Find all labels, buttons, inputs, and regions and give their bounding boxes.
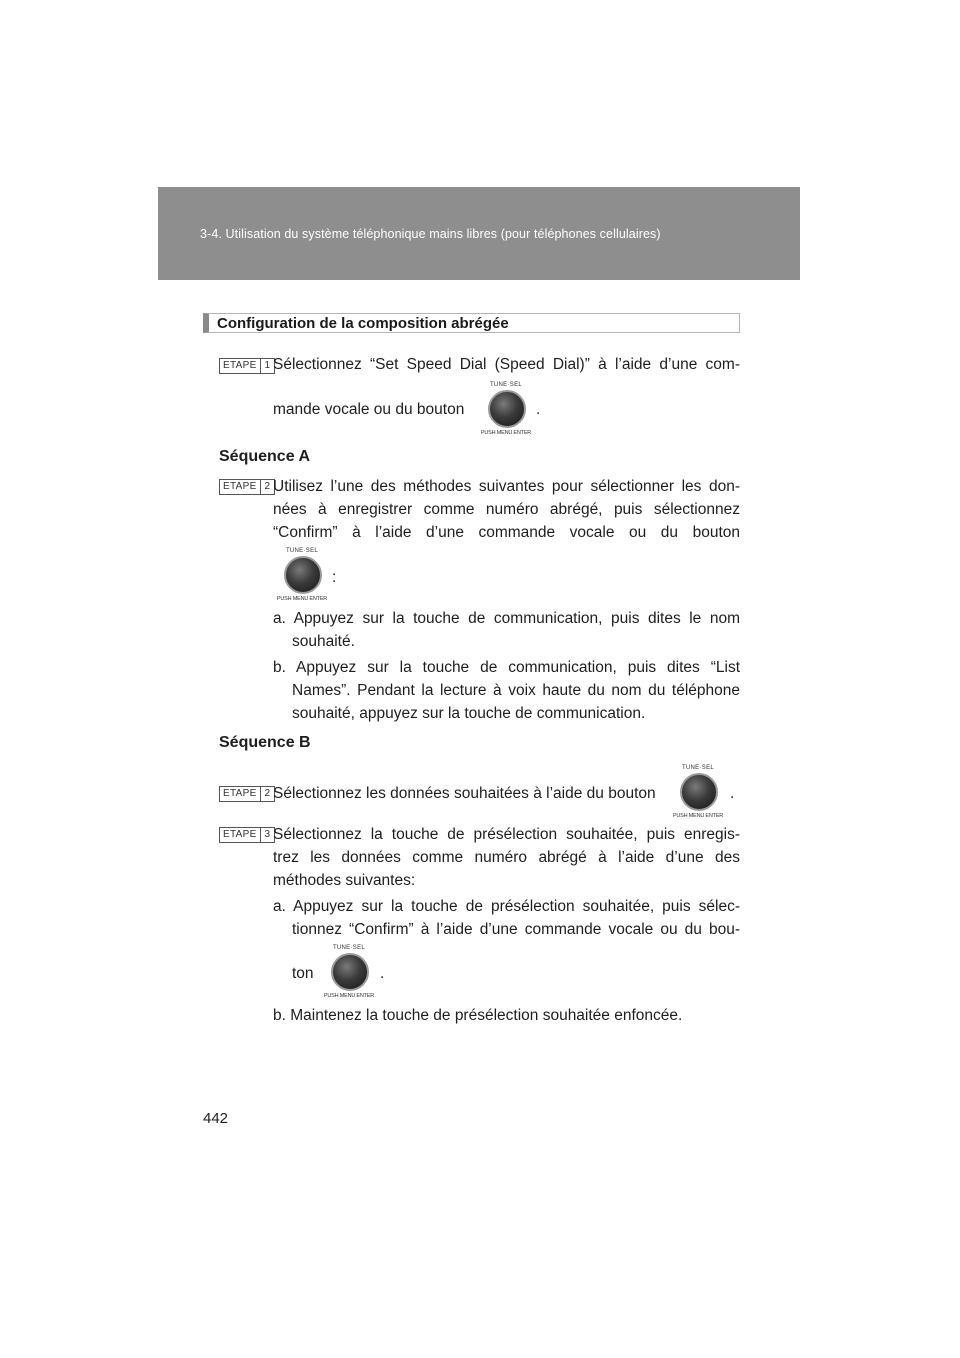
seqB-a-line2: tionnez “Confirm” à l’aide d’une commande vocale ou du bou- [292, 921, 740, 938]
knob-dial [488, 390, 526, 428]
knob-top-label: TUNE·SEL [332, 945, 366, 951]
step-badge-number: 2 [260, 787, 275, 801]
seqB-a-line1: a. Appuyez sur la touche de présélection souhaitée, puis sélec- [273, 898, 740, 915]
step-badge-3 [219, 827, 275, 843]
knob-bottom-label: PUSH MENU ENTER [276, 596, 328, 602]
seqA-a-line1: a. Appuyez sur la touche de communication, puis dites le nom [273, 610, 740, 627]
section-title: Configuration de la composition abrégée [217, 315, 509, 332]
step-badge-number: 2 [260, 480, 275, 494]
step-badge-label: ETAPE [223, 360, 257, 371]
seqA-line3: “Confirm” à l’aide d’une commande vocale ou du bouton [273, 524, 740, 541]
chapter-title: 3-4. Utilisation du système téléphonique mains libres (pour téléphones cellulaires) [200, 227, 661, 241]
seqA-line2: nées à enregistrer comme numéro abrégé, puis sélectionnez [273, 501, 740, 518]
knob-bottom-label: PUSH MENU ENTER [480, 430, 532, 436]
knob-bottom-label: PUSH MENU ENTER [672, 813, 724, 819]
seqB-step3-line2: trez les données comme numéro abrégé à l’aide d’une des [273, 849, 740, 866]
page-number: 442 [203, 1110, 229, 1127]
sequence-b-title: Séquence B [219, 734, 311, 751]
chapter-header [158, 187, 800, 280]
seqB-b-line1: b. Maintenez la touche de présélection souhaitée enfoncée. [273, 1007, 683, 1024]
section-title-box [203, 313, 740, 333]
step1-end: . [536, 401, 541, 418]
step1-line1: Sélectionnez “Set Speed Dial (Speed Dial)” à l’aide d’une com- [273, 356, 740, 373]
step-badge-label: ETAPE [223, 481, 257, 492]
seqA-line1: Utilisez l’une des méthodes suivantes pour sélectionner les don- [273, 478, 740, 495]
seqA-colon: : [332, 569, 337, 586]
knob-dial [331, 953, 369, 991]
seqB-a-line3: ton [292, 965, 314, 982]
step-badge-label: ETAPE [223, 788, 257, 799]
step1-line2: mande vocale ou du bouton [273, 401, 465, 418]
seqB-step3-line1: Sélectionnez la touche de présélection souhaitée, puis enregis- [273, 826, 740, 843]
sequence-a-title: Séquence A [219, 448, 310, 465]
seqB-step2-end: . [730, 785, 735, 802]
step-badge-number: 3 [260, 828, 275, 842]
tune-sel-knob-icon [478, 381, 534, 437]
step-badge-2a [219, 479, 275, 495]
seqB-step2-text: Sélectionnez les données souhaitées à l’aide du bouton [273, 785, 656, 802]
step-badge-number: 1 [260, 359, 275, 373]
tune-sel-knob-icon [274, 547, 330, 603]
step-badge-label: ETAPE [223, 829, 257, 840]
seqB-a-end: . [380, 965, 385, 982]
seqA-b-line3: souhaité, appuyez sur la touche de communication. [292, 705, 646, 722]
step-badge-2b [219, 786, 275, 802]
tune-sel-knob-icon [670, 764, 726, 820]
knob-top-label: TUNE·SEL [285, 548, 319, 554]
knob-bottom-label: PUSH MENU ENTER [323, 993, 375, 999]
seqA-b-line2: Names”. Pendant la lecture à voix haute du nom du téléphone [292, 682, 740, 699]
knob-top-label: TUNE·SEL [681, 765, 715, 771]
knob-dial [680, 773, 718, 811]
seqB-step3-line3: méthodes suivantes: [273, 872, 416, 889]
knob-dial [284, 556, 322, 594]
seqA-b-line1: b. Appuyez sur la touche de communication, puis dites “List [273, 659, 740, 676]
seqA-a-line2: souhaité. [292, 633, 355, 650]
step-badge-1 [219, 358, 275, 374]
knob-top-label: TUNE·SEL [489, 382, 523, 388]
tune-sel-knob-icon [321, 944, 377, 1000]
